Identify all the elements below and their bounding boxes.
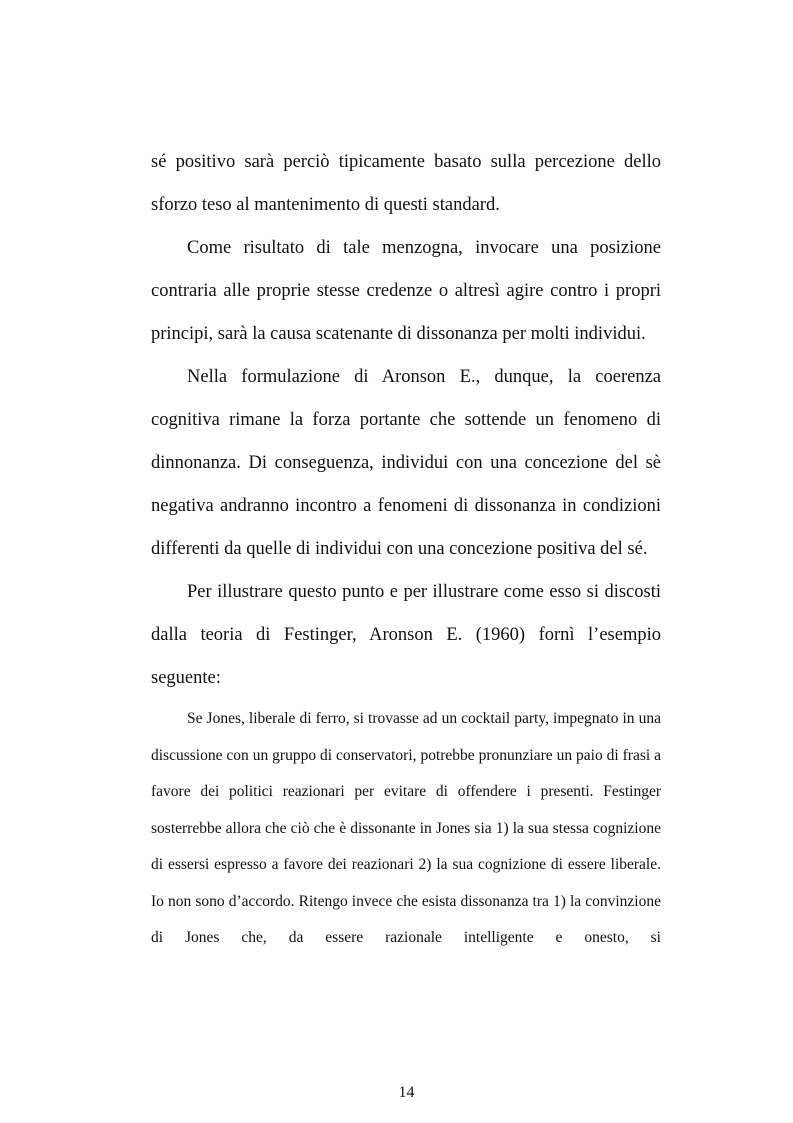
block-quote: Se Jones, liberale di ferro, si trovasse ad un cocktail party, impegnato in una discussione con un gruppo di conservatori, potrebbe pronunziare un paio di frasi a favore dei politici reazionari per evitare di offendere i presenti. Festinger sosterrebbe allora che ciò che è dissonante in Jones sia 1) la sua stessa cognizione di essersi espresso a favore dei reazionari 2) la sua cognizione di essere liberale. Io non sono d’accordo. Ritengo invece che esista dissonanza tra 1) la convinzione di Jones che, da essere razionale intelligente e onesto, si [151, 710, 661, 946]
page-number: 14 [398, 1084, 415, 1101]
paragraph-1: sé positivo sarà perciò tipicamente basato sulla percezione dello sforzo teso al mantenimento di questi standard. [151, 152, 661, 215]
paragraph-4: Per illustrare questo punto e per illustrare come esso si discosti dalla teoria di Festinger, Aronson E. (1960) fornì l’esempio seguente: [151, 582, 661, 688]
paragraph-4-container [151, 571, 661, 700]
paragraph-3-container [151, 356, 661, 571]
paragraph-2-container [151, 227, 661, 356]
paragraph-2: Come risultato di tale menzogna, invocare una posizione contraria alle proprie stesse credenze o altresì agire contro i propri principi, sarà la causa scatenante di dissonanza per molti individui. [151, 238, 661, 344]
paragraph-1-container [151, 141, 661, 227]
paragraph-3: Nella formulazione di Aronson E., dunque, la coerenza cognitiva rimane la forza portante che sottende un fenomeno di dinnonanza. Di conseguenza, individui con una concezione del sè negativa andranno incontro a fenomeni di dissonanza in condizioni differenti da quelle di individui con una concezione positiva del sé. [151, 367, 661, 559]
